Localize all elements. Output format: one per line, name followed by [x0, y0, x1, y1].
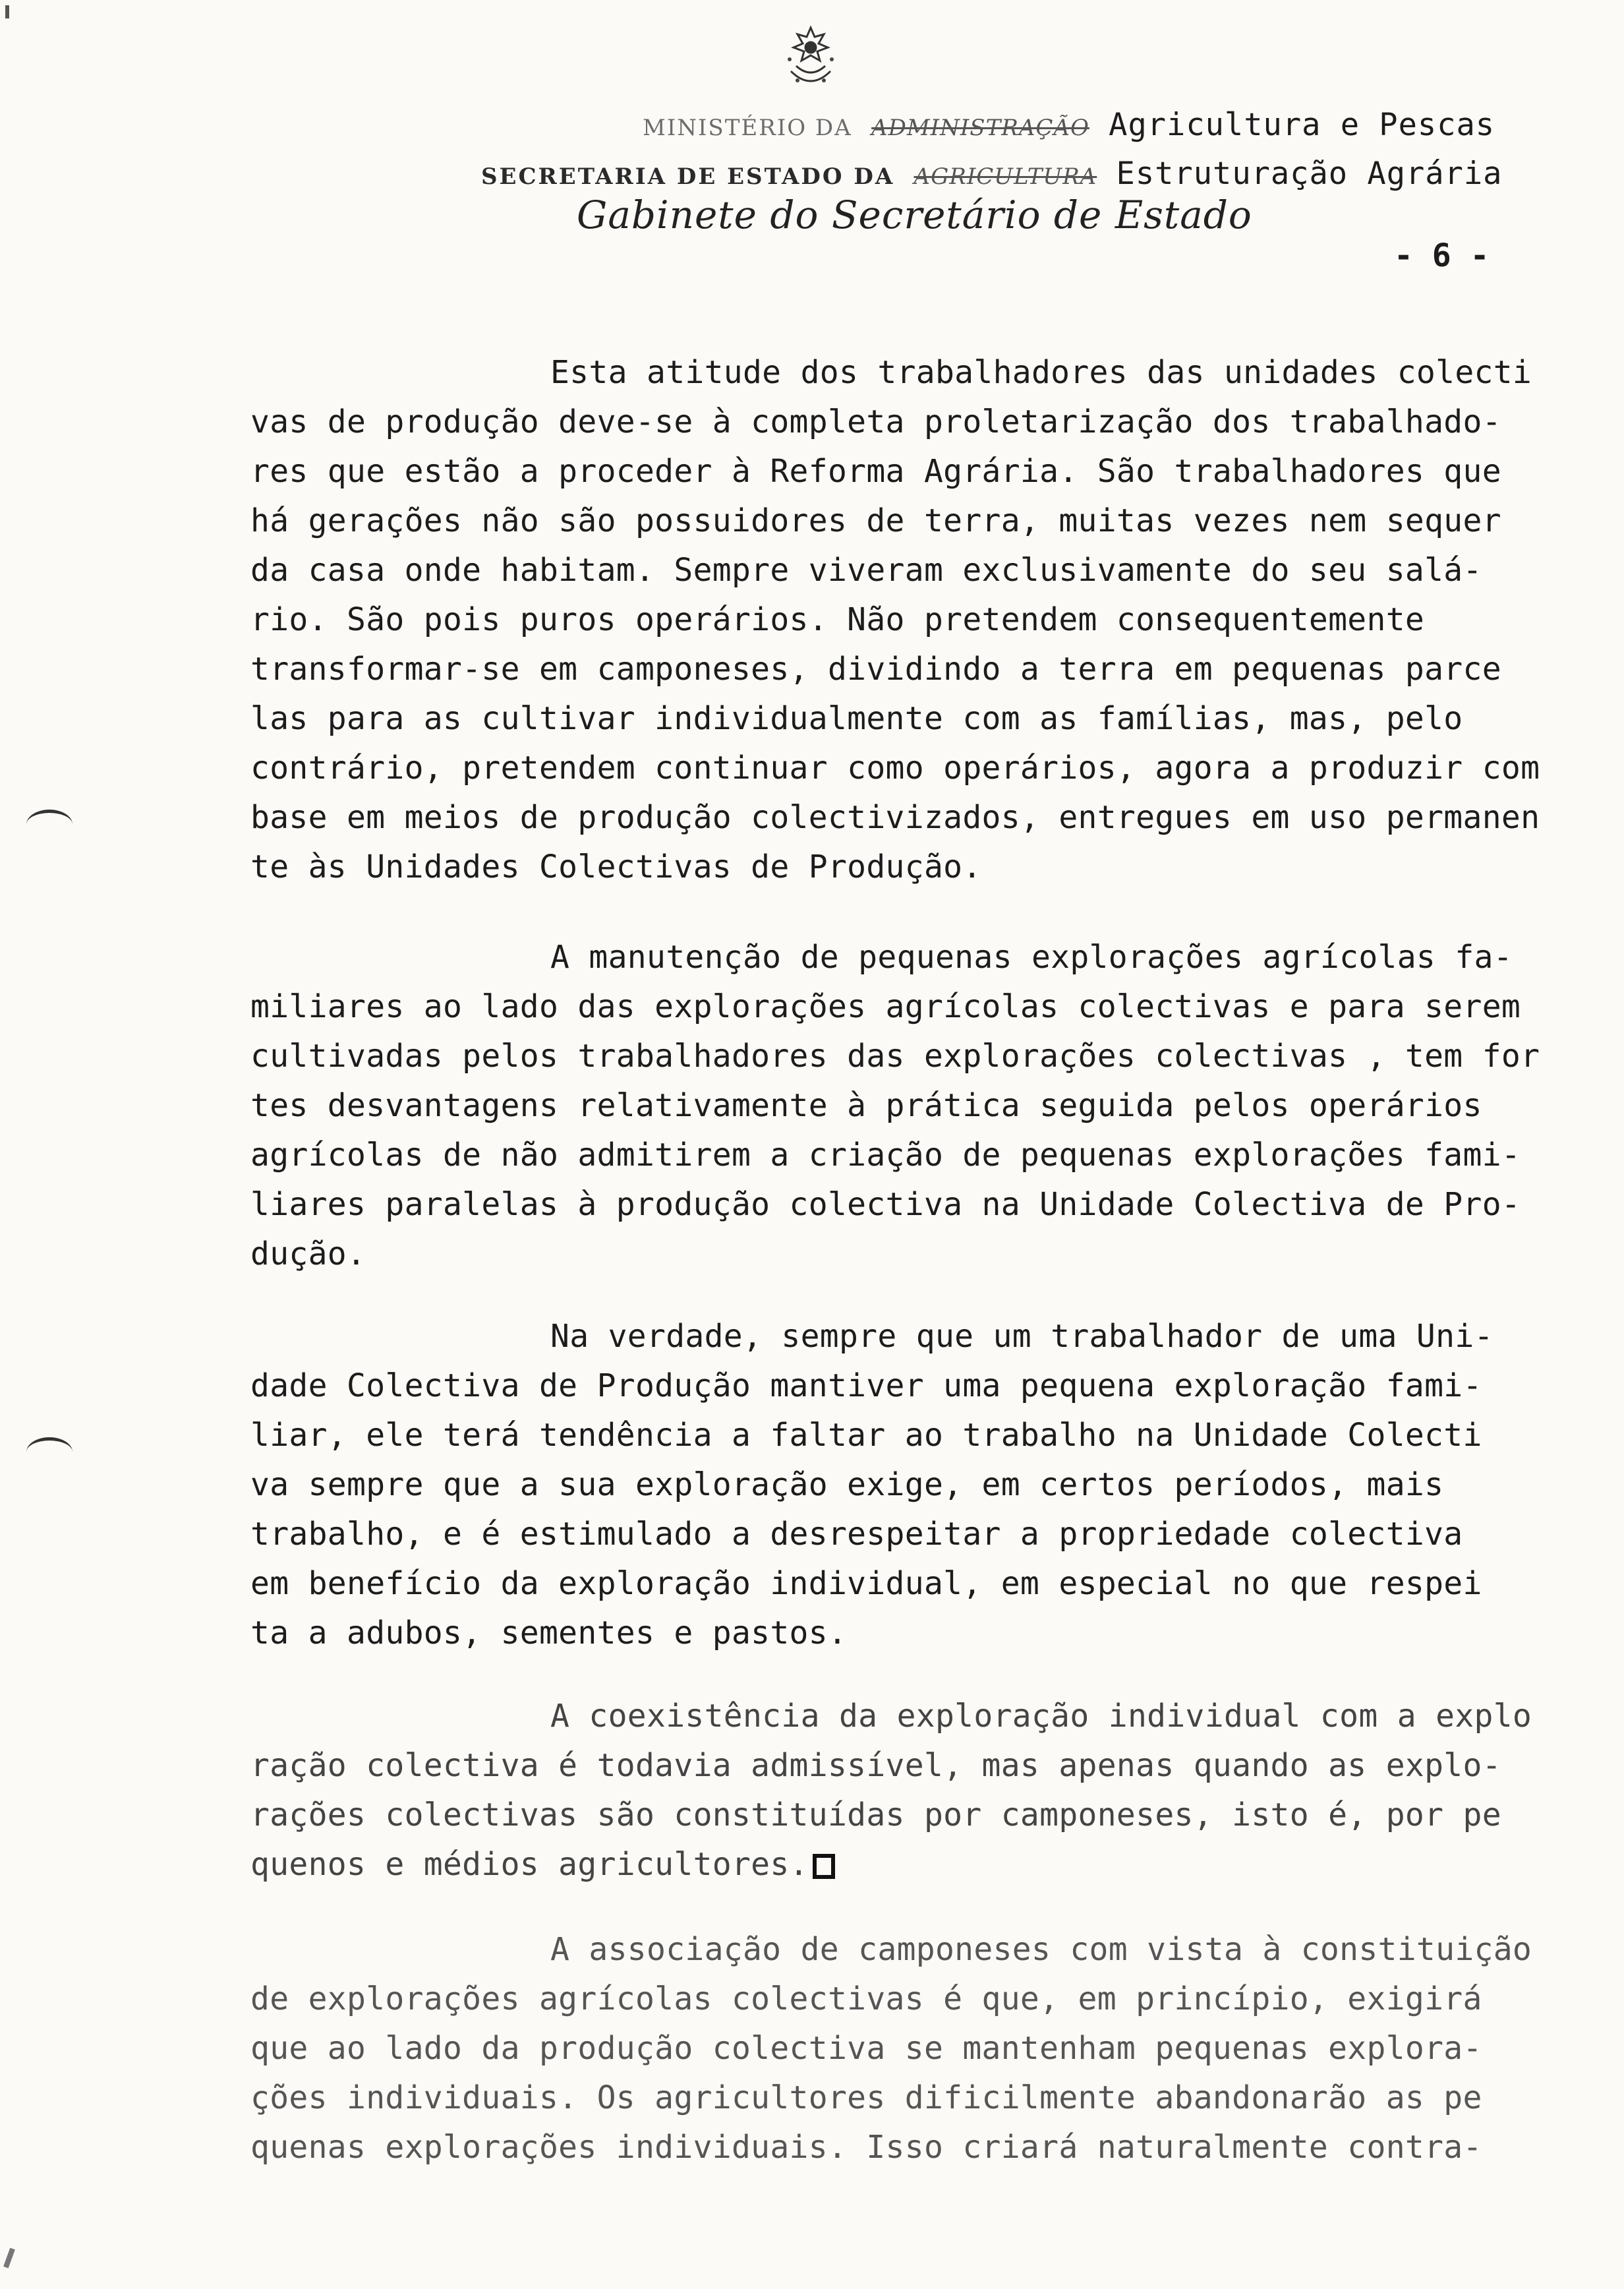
text-line: há gerações não são possuidores de terra, muitas vezes nem sequer: [250, 502, 1501, 539]
text-line: Na verdade, sempre que um trabalhador de uma Uni-: [550, 1318, 1494, 1355]
letterhead-ministry: [643, 107, 1495, 143]
page-number: - 6 -: [1394, 237, 1490, 274]
paragraph-2: [250, 933, 1575, 1279]
text-line: ta a adubos, sementes e pastos.: [250, 1615, 848, 1651]
text-line: dade Colectiva de Produção mantiver uma pequena exploração fami-: [250, 1367, 1482, 1404]
text-line: contrário, pretendem continuar como operários, agora a produzir com: [250, 750, 1540, 787]
text-line: ração colectiva é todavia admissível, mas apenas quando as explo-: [250, 1747, 1501, 1784]
text-line: A associação de camponeses com vista à constituição: [550, 1931, 1532, 1968]
text-line: Esta atitude dos trabalhadores das unidades colecti: [550, 354, 1532, 391]
text-line: de explorações agrícolas colectivas é que, em princípio, exigirá: [250, 1980, 1482, 2017]
text-line: liares paralelas à produção colectiva na Unidade Colectiva de Pro-: [250, 1186, 1521, 1223]
text-line: cultivadas pelos trabalhadores das explorações colectivas , tem for: [250, 1038, 1540, 1075]
scan-artifact: [3, 2248, 15, 2269]
letterhead-ministry-struck: ADMINISTRAÇÃO: [871, 115, 1089, 141]
text-line: transformar-se em camponeses, dividindo a terra em pequenas parce: [250, 651, 1501, 688]
text-line: trabalho, e é estimulado a desrespeitar a propriedade colectiva: [250, 1516, 1463, 1553]
text-line: da casa onde habitam. Sempre viveram exclusivamente do seu salá-: [250, 552, 1482, 589]
letterhead-ministry-tail: Agricultura e Pescas: [1109, 107, 1495, 143]
text-line: te às Unidades Colectivas de Produção.: [250, 848, 982, 885]
text-line: quenas explorações individuais. Isso criará naturalmente contra-: [250, 2129, 1482, 2166]
text-line: res que estão a proceder à Reforma Agrária. São trabalhadores que: [250, 453, 1501, 490]
paragraph-1: [250, 348, 1575, 892]
letterhead-secretariat-struck: AGRICULTURA: [914, 164, 1097, 190]
checkbox-square-icon: [813, 1854, 835, 1879]
text-line: A coexistência da exploração individual com a explo: [550, 1698, 1532, 1735]
text-line-with-icon: [250, 1840, 1575, 1889]
text-line: las para as cultivar individualmente com as famílias, mas, pelo: [250, 700, 1463, 737]
text-line: que ao lado da produção colectiva se mantenham pequenas explora-: [250, 2030, 1482, 2067]
scan-artifact: [5, 5, 9, 18]
paragraph-4: [250, 1692, 1575, 1889]
text-line: tes desvantagens relativamente à prática seguida pelos operários: [250, 1087, 1482, 1124]
paragraph-5: [250, 1925, 1575, 2172]
margin-punch-mark: [26, 1437, 72, 1467]
text-line: agrícolas de não admitirem a criação de pequenas explorações fami-: [250, 1137, 1521, 1174]
text-line: vas de produção deve-se à completa proletarização dos trabalhado-: [250, 403, 1501, 440]
text-line: quenos e médios agricultores.: [250, 1846, 809, 1883]
letterhead-ministry-faded: MINISTÉRIO DA: [643, 115, 852, 141]
text-line: ções individuais. Os agricultores dificilmente abandonarão as pe: [250, 2079, 1482, 2116]
text-line: miliares ao lado das explorações agrícolas colectivas e para serem: [250, 988, 1521, 1025]
paragraph-3: [250, 1312, 1575, 1658]
margin-punch-mark: [26, 810, 72, 839]
text-line: liar, ele terá tendência a faltar ao trabalho na Unidade Colecti: [250, 1417, 1482, 1454]
text-line: va sempre que a sua exploração exige, em certos períodos, mais: [250, 1466, 1444, 1503]
coat-of-arms-icon: [771, 20, 850, 99]
text-line: A manutenção de pequenas explorações agrícolas fa-: [550, 939, 1513, 976]
text-line: rio. São pois puros operários. Não pretendem consequentemente: [250, 601, 1425, 638]
text-line: rações colectivas são constituídas por camponeses, isto é, por pe: [250, 1797, 1501, 1833]
letterhead-secretariat-tail: Estruturação Agrária: [1116, 156, 1503, 192]
text-line: em benefício da exploração individual, em especial no que respei: [250, 1565, 1482, 1602]
text-line: dução.: [250, 1235, 366, 1272]
letterhead-secretariat-prefix: SECRETARIA DE ESTADO DA: [481, 164, 895, 190]
text-line: base em meios de produção colectivizados, entregues em uso permanen: [250, 799, 1540, 836]
letterhead-secretariat: [481, 156, 1502, 192]
letterhead-cabinet: Gabinete do Secretário de Estado: [577, 193, 1252, 237]
